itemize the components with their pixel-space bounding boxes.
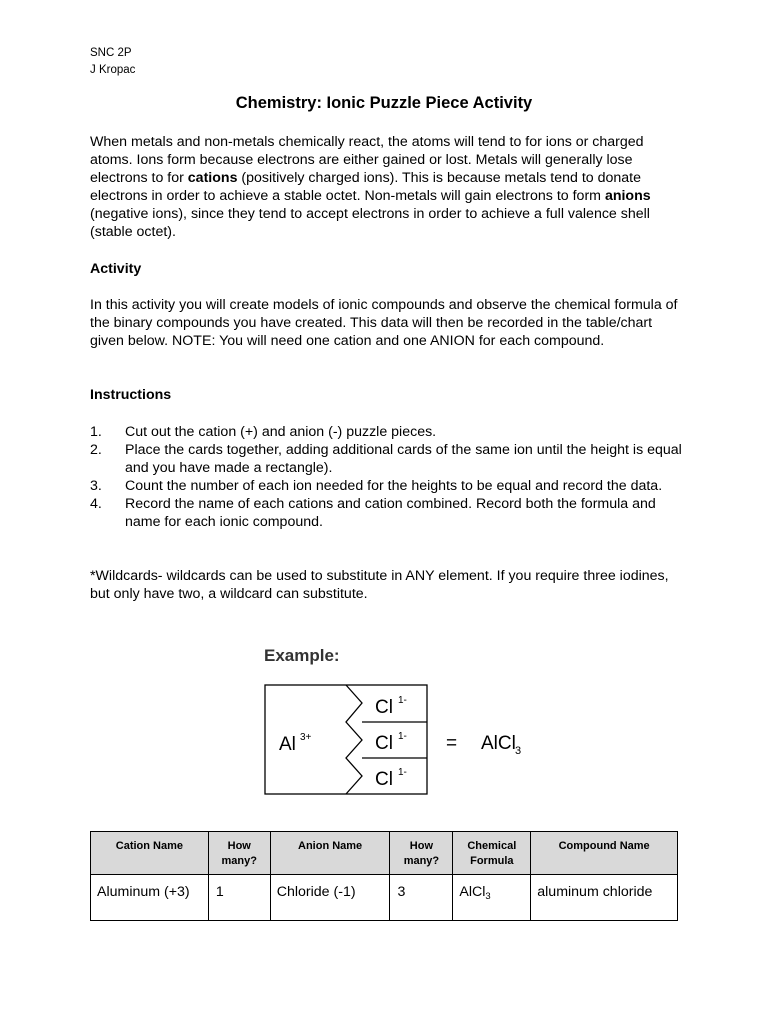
formula-subscript: 3 bbox=[485, 891, 491, 902]
cell-cation-name: Aluminum (+3) bbox=[91, 875, 209, 921]
table-row bbox=[91, 875, 678, 921]
anion-symbol: Cl bbox=[375, 697, 393, 718]
header-compound-name: Compound Name bbox=[531, 832, 678, 875]
zigzag-edge bbox=[346, 685, 362, 794]
header-anion-name: Anion Name bbox=[270, 832, 390, 875]
cation-charge: 3+ bbox=[300, 732, 312, 743]
list-item-text: Place the cards together, adding additional cards of the same ion until the height is equal and you have made a rectangle). bbox=[125, 442, 682, 476]
list-item-number: 1. bbox=[90, 424, 102, 440]
instructions-list bbox=[90, 423, 690, 531]
intro-text-3: (negative ions), since they tend to accept electrons in order to achieve a full valence shell (stable octet). bbox=[90, 206, 650, 240]
author-name: J Kropac bbox=[90, 64, 136, 76]
cell-compound-name: aluminum chloride bbox=[531, 875, 678, 921]
cation-symbol: Al bbox=[279, 734, 296, 755]
list-item-text: Count the number of each ion needed for the heights to be equal and record the data. bbox=[125, 478, 663, 494]
table-header-row bbox=[91, 832, 678, 875]
list-item-number: 3. bbox=[90, 478, 102, 494]
equals-sign: = bbox=[446, 733, 458, 754]
list-item bbox=[90, 477, 690, 495]
cations-term: cations bbox=[187, 170, 238, 186]
result-subscript: 3 bbox=[515, 745, 522, 757]
header-chemical-formula: Chemical Formula bbox=[453, 832, 531, 875]
formula-base: AlCl bbox=[459, 884, 486, 900]
wildcard-note: *Wildcards- wildcards can be used to substitute in ANY element. If you require three iodines, but only have two, a wildcard can substitute. bbox=[90, 568, 669, 602]
cell-cation-count: 1 bbox=[208, 875, 270, 921]
anion-symbol: Cl bbox=[375, 769, 393, 790]
anion-charge: 1- bbox=[398, 731, 407, 742]
list-item bbox=[90, 441, 690, 477]
list-item bbox=[90, 495, 690, 531]
cell-anion-name: Chloride (-1) bbox=[270, 875, 390, 921]
anion-symbol: Cl bbox=[375, 733, 393, 754]
activity-paragraph: In this activity you will create models of ionic compounds and observe the chemical formula of the binary compounds you have created. This data will then be recorded in the table/chart given below. NOTE: You will need one cation and one ANION for each compound. bbox=[90, 297, 678, 349]
cell-chemical-formula bbox=[453, 875, 531, 921]
header-cation-count: How many? bbox=[208, 832, 270, 875]
anion-charge: 1- bbox=[398, 695, 407, 706]
example-diagram bbox=[262, 640, 542, 800]
compound-table bbox=[90, 831, 678, 921]
intro-text-2: (positively charged ions). This is because metals tend to donate electrons in order to achieve a stable octet. Non-metals will gain electrons to form bbox=[90, 170, 641, 204]
list-item bbox=[90, 423, 690, 441]
page-title: Chemistry: Ionic Puzzle Piece Activity bbox=[235, 94, 533, 112]
list-item-text: Record the name of each cations and cation combined. Record both the formula and name for each ionic compound. bbox=[125, 496, 656, 530]
result-formula: AlCl bbox=[481, 733, 516, 754]
course-code: SNC 2P bbox=[90, 47, 132, 59]
list-item-number: 2. bbox=[90, 442, 102, 458]
header-anion-count: How many? bbox=[390, 832, 453, 875]
anion-charge: 1- bbox=[398, 767, 407, 778]
anions-term: anions bbox=[604, 188, 651, 204]
intro-text-1: When metals and non-metals chemically react, the atoms will tend to for ions or charged atoms. Ions form because electrons are either gained or lost. Metals will generally lose electrons to for bbox=[90, 134, 644, 186]
header-cation-name: Cation Name bbox=[91, 832, 209, 875]
instructions-heading: Instructions bbox=[90, 387, 172, 403]
cell-anion-count: 3 bbox=[390, 875, 453, 921]
list-item-text: Cut out the cation (+) and anion (-) puzzle pieces. bbox=[125, 424, 437, 440]
list-item-number: 4. bbox=[90, 496, 102, 512]
activity-heading: Activity bbox=[90, 261, 142, 277]
intro-paragraph bbox=[90, 133, 680, 241]
example-label: Example: bbox=[264, 646, 340, 665]
